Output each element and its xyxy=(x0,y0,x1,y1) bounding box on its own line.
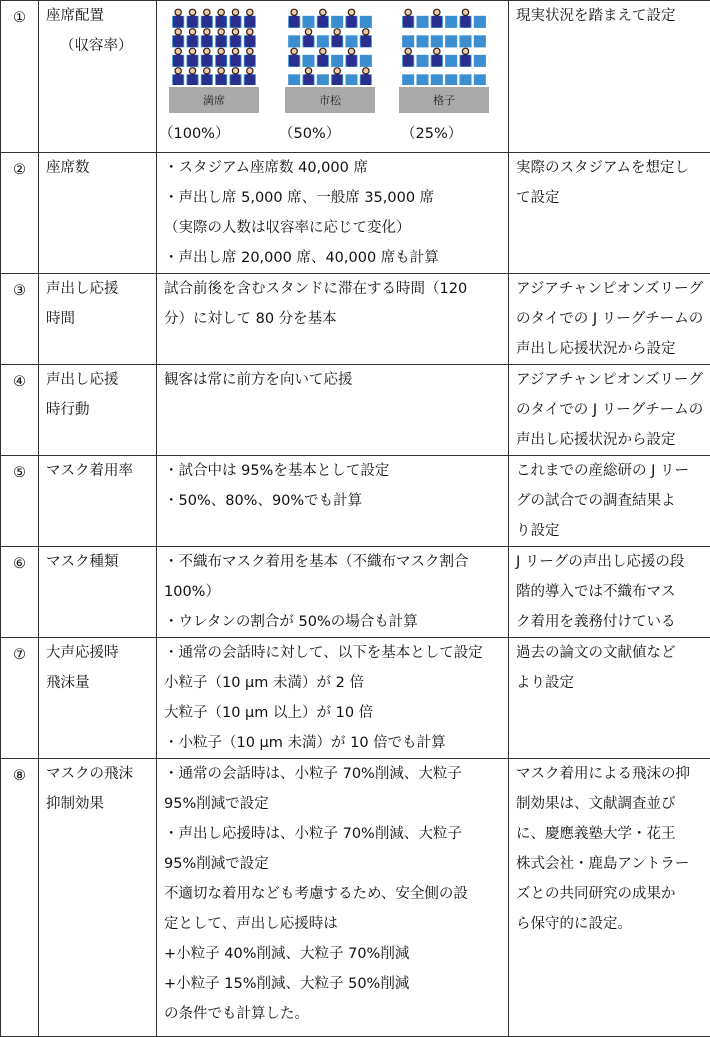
basis-line: 声出し応援状況から設定 xyxy=(516,334,706,364)
description-line: 大粒子（10 μm 以上）が 10 倍 xyxy=(164,698,504,728)
spectator-body xyxy=(460,16,470,28)
crowd-drawing xyxy=(401,7,487,85)
stadium-seat xyxy=(445,55,457,67)
stadium-seat xyxy=(402,74,414,85)
spectator-body xyxy=(202,74,212,85)
basis-line: マスク着用による飛沫の抑 xyxy=(516,759,706,789)
spectator-body xyxy=(303,35,313,47)
table-row xyxy=(1,274,710,365)
basis-line: のタイでの J リーグチームの xyxy=(516,304,706,334)
seating-illustration xyxy=(169,5,259,113)
stadium-seat xyxy=(331,55,343,67)
stadium-seat xyxy=(416,16,428,28)
spectator-head xyxy=(175,29,181,35)
item-cell xyxy=(39,547,157,638)
spectator-body xyxy=(230,74,240,85)
spectator-head xyxy=(175,48,181,54)
stadium-seat xyxy=(474,55,486,67)
spectator-body xyxy=(216,16,226,28)
description-line: ・声出し応援時は、小粒子 70%削減、大粒子 xyxy=(164,819,504,849)
stadium-seat xyxy=(302,16,314,28)
spectator-head xyxy=(175,9,181,15)
stadium-seat xyxy=(416,35,428,47)
seating-illustration xyxy=(399,5,489,113)
description-line: +小粒子 40%削減、大粒子 70%削減 xyxy=(164,939,504,969)
spectator-head xyxy=(320,48,326,54)
spectator-body xyxy=(346,55,356,67)
basis-line: これまでの産総研の J リー xyxy=(516,456,706,486)
stadium-seat xyxy=(345,74,357,85)
spectator-head xyxy=(305,68,311,74)
spectator-head xyxy=(291,9,297,15)
description-line: 95%削減で設定 xyxy=(164,849,504,879)
table-row xyxy=(1,759,710,1037)
basis-line: アジアチャンピオンズリーグ xyxy=(516,274,706,304)
spectator-head xyxy=(232,68,238,74)
spectator-head xyxy=(189,48,195,54)
stadium-seat xyxy=(317,74,329,85)
item-line: マスク着用率 xyxy=(46,456,152,486)
spectator-body xyxy=(303,74,313,85)
spectator-head xyxy=(218,9,224,15)
capacity-percent: （100%） xyxy=(159,121,229,147)
item-line: 時行動 xyxy=(46,395,152,425)
spectator-body xyxy=(318,16,328,28)
row-number: ② xyxy=(1,153,39,274)
seating-label: 満席 xyxy=(169,87,259,113)
item-line: 時間 xyxy=(46,304,152,334)
basis-cell xyxy=(509,638,710,759)
table-row xyxy=(1,638,710,759)
basis-cell xyxy=(509,547,710,638)
spectator-body xyxy=(230,55,240,67)
spectator-body xyxy=(216,35,226,47)
description-line: ・50%、80%、90%でも計算 xyxy=(164,486,504,516)
basis-line: ズとの共同研究の成果か xyxy=(516,879,706,909)
stadium-seat xyxy=(345,35,357,47)
spectator-body xyxy=(361,35,371,47)
description-line: ・通常の会話時に対して、以下を基本として設定 xyxy=(164,638,504,668)
table-row xyxy=(1,456,710,547)
item-cell xyxy=(39,759,157,1037)
description-line: +小粒子 15%削減、大粒子 50%削減 xyxy=(164,969,504,999)
stadium-seat xyxy=(402,35,414,47)
description-cell xyxy=(157,365,509,456)
spectator-head xyxy=(348,9,354,15)
stadium-seat xyxy=(431,35,443,47)
spectator-head xyxy=(363,29,369,35)
spectator-body xyxy=(216,74,226,85)
spectator-body xyxy=(332,74,342,85)
basis-line: アジアチャンピオンズリーグ xyxy=(516,365,706,395)
spectator-body xyxy=(318,55,328,67)
stadium-seat xyxy=(360,16,372,28)
spectator-head xyxy=(462,48,468,54)
description-line: 試合前後を含むスタンドに滞在する時間（120 xyxy=(164,274,504,304)
description-line: ・試合中は 95%を基本として設定 xyxy=(164,456,504,486)
crowd-drawing xyxy=(287,7,373,85)
item-cell xyxy=(39,274,157,365)
basis-line: て設定 xyxy=(516,183,706,213)
basis-cell xyxy=(509,1,710,153)
spectator-head xyxy=(204,29,210,35)
basis-line: 現実状況を踏まえて設定 xyxy=(516,1,706,31)
description-cell xyxy=(157,456,509,547)
basis-line: ク着用を義務付けている xyxy=(516,607,706,637)
stadium-seat xyxy=(302,55,314,67)
description-line: ・小粒子（10 μm 未満）が 10 倍でも計算 xyxy=(164,728,504,758)
row-number: ⑥ xyxy=(1,547,39,638)
item-line: 大声応援時 xyxy=(46,638,152,668)
basis-line: に、慶應義塾大学・花王 xyxy=(516,819,706,849)
stadium-seat xyxy=(416,74,428,85)
spectator-head xyxy=(218,29,224,35)
spectator-body xyxy=(332,35,342,47)
spectator-body xyxy=(361,74,371,85)
description-line: 分）に対して 80 分を基本 xyxy=(164,304,504,334)
spectator-body xyxy=(173,55,183,67)
spectator-head xyxy=(291,48,297,54)
stadium-seat xyxy=(459,35,471,47)
description-line: 定として、声出し応援時は xyxy=(164,909,504,939)
description-line: 不適切な着用なども考慮するため、安全側の設 xyxy=(164,879,504,909)
spectator-head xyxy=(204,68,210,74)
spectator-body xyxy=(173,74,183,85)
description-line: ・声出し席 20,000 席、40,000 席も計算 xyxy=(164,243,504,273)
description-line: （実際の人数は収容率に応じて変化） xyxy=(164,213,504,243)
item-line: マスクの飛沫 xyxy=(46,759,152,789)
spectator-body xyxy=(460,55,470,67)
basis-cell xyxy=(509,365,710,456)
basis-line: 制効果は、文献調査並び xyxy=(516,789,706,819)
basis-line: 実際のスタジアムを想定し xyxy=(516,153,706,183)
spectator-head xyxy=(175,68,181,74)
spectator-body xyxy=(173,16,183,28)
table-row xyxy=(1,365,710,456)
spectator-body xyxy=(216,55,226,67)
spectator-head xyxy=(305,29,311,35)
stadium-seat xyxy=(331,16,343,28)
spectator-body xyxy=(245,55,255,67)
basis-line: 声出し応援状況から設定 xyxy=(516,425,706,455)
basis-cell xyxy=(509,274,710,365)
spectator-body xyxy=(245,35,255,47)
stadium-seat xyxy=(474,74,486,85)
description-line: 100%） xyxy=(164,577,504,607)
basis-line: ら保守的に設定。 xyxy=(516,909,706,939)
spectator-head xyxy=(363,68,369,74)
spectator-head xyxy=(189,9,195,15)
item-line: 声出し応援 xyxy=(46,365,152,395)
stadium-seat xyxy=(445,74,457,85)
basis-cell xyxy=(509,759,710,1037)
description-line: 観客は常に前方を向いて応援 xyxy=(164,365,504,395)
stadium-seat xyxy=(288,35,300,47)
item-cell xyxy=(39,638,157,759)
description-cell xyxy=(157,759,509,1037)
spectator-head xyxy=(247,48,253,54)
basis-line: 株式会社・鹿島アントラー xyxy=(516,849,706,879)
stadium-seat xyxy=(416,55,428,67)
stadium-seat xyxy=(445,16,457,28)
description-line: 小粒子（10 μm 未満）が 2 倍 xyxy=(164,668,504,698)
capacity-percent: （25%） xyxy=(401,121,462,147)
spectator-head xyxy=(434,48,440,54)
basis-cell xyxy=(509,456,710,547)
item-cell xyxy=(39,365,157,456)
basis-line: のタイでの J リーグチームの xyxy=(516,395,706,425)
seating-label: 格子 xyxy=(399,87,489,113)
basis-line: より設定 xyxy=(516,668,706,698)
description-line: ・不織布マスク着用を基本（不織布マスク割合 xyxy=(164,547,504,577)
seating-label: 市松 xyxy=(285,87,375,113)
row-number: ① xyxy=(1,1,39,153)
stadium-seat xyxy=(317,35,329,47)
basis-line: 階的導入では不織布マス xyxy=(516,577,706,607)
table-row xyxy=(1,153,710,274)
spectator-body xyxy=(202,16,212,28)
table-row xyxy=(1,1,710,153)
basis-line: J リーグの声出し応援の段 xyxy=(516,547,706,577)
spectator-head xyxy=(434,9,440,15)
spectator-head xyxy=(218,68,224,74)
spectator-body xyxy=(230,16,240,28)
spectator-body xyxy=(289,16,299,28)
stadium-seat xyxy=(459,74,471,85)
spectator-head xyxy=(334,68,340,74)
row-number: ⑧ xyxy=(1,759,39,1037)
description-line: の条件でも計算した。 xyxy=(164,999,504,1029)
spectator-body xyxy=(187,35,197,47)
spectator-body xyxy=(346,16,356,28)
spectator-head xyxy=(348,48,354,54)
spectator-body xyxy=(173,35,183,47)
spectator-head xyxy=(247,29,253,35)
capacity-percent: （50%） xyxy=(279,121,340,147)
description-line: ・スタジアム座席数 40,000 席 xyxy=(164,153,504,183)
crowd-drawing xyxy=(171,7,257,85)
basis-line: グの試合での調査結果よ xyxy=(516,486,706,516)
spectator-body xyxy=(230,35,240,47)
item-cell xyxy=(39,456,157,547)
spectator-head xyxy=(232,48,238,54)
spectator-body xyxy=(403,16,413,28)
spectator-body xyxy=(432,16,442,28)
stadium-seat xyxy=(474,35,486,47)
description-line: 95%削減で設定 xyxy=(164,789,504,819)
description-line: ・声出し席 5,000 席、一般席 35,000 席 xyxy=(164,183,504,213)
spectator-head xyxy=(204,9,210,15)
item-line: （収容率） xyxy=(46,31,152,61)
description-cell xyxy=(157,547,509,638)
spectator-body xyxy=(187,74,197,85)
row-number: ⑤ xyxy=(1,456,39,547)
basis-line: り設定 xyxy=(516,516,706,546)
spectator-body xyxy=(289,55,299,67)
spectator-body xyxy=(432,55,442,67)
seating-illustration xyxy=(285,5,375,113)
spectator-head xyxy=(218,48,224,54)
description-line: ・通常の会話時は、小粒子 70%削減、大粒子 xyxy=(164,759,504,789)
item-line: 抑制効果 xyxy=(46,789,152,819)
spectator-body xyxy=(202,35,212,47)
description-cell xyxy=(157,638,509,759)
spectator-body xyxy=(245,74,255,85)
spectator-head xyxy=(189,29,195,35)
spectator-head xyxy=(189,68,195,74)
spectator-head xyxy=(405,48,411,54)
spectator-head xyxy=(405,9,411,15)
spectator-body xyxy=(187,16,197,28)
basis-line: 過去の論文の文献値など xyxy=(516,638,706,668)
description-line: ・ウレタンの割合が 50%の場合も計算 xyxy=(164,607,504,637)
item-cell xyxy=(39,153,157,274)
item-line: マスク種類 xyxy=(46,547,152,577)
spectator-head xyxy=(204,48,210,54)
item-cell xyxy=(39,1,157,153)
spectator-head xyxy=(320,9,326,15)
table-row xyxy=(1,547,710,638)
spectator-head xyxy=(462,9,468,15)
item-line: 声出し応援 xyxy=(46,274,152,304)
spectator-head xyxy=(334,29,340,35)
stadium-seat xyxy=(431,74,443,85)
item-line: 座席配置 xyxy=(46,1,152,31)
spectator-head xyxy=(247,9,253,15)
basis-cell xyxy=(509,153,710,274)
spectator-body xyxy=(245,16,255,28)
item-line: 飛沫量 xyxy=(46,668,152,698)
spectator-head xyxy=(232,9,238,15)
spectator-head xyxy=(232,29,238,35)
stadium-seat xyxy=(360,55,372,67)
spectator-body xyxy=(187,55,197,67)
spectator-head xyxy=(247,68,253,74)
stadium-seat xyxy=(288,74,300,85)
stadium-seat xyxy=(474,16,486,28)
row-number: ④ xyxy=(1,365,39,456)
spectator-body xyxy=(202,55,212,67)
item-line: 座席数 xyxy=(46,153,152,183)
row-number: ⑦ xyxy=(1,638,39,759)
stadium-seat xyxy=(445,35,457,47)
spectator-body xyxy=(403,55,413,67)
description-cell xyxy=(157,153,509,274)
row-number: ③ xyxy=(1,274,39,365)
seating-figure-cell xyxy=(157,1,509,153)
description-cell xyxy=(157,274,509,365)
